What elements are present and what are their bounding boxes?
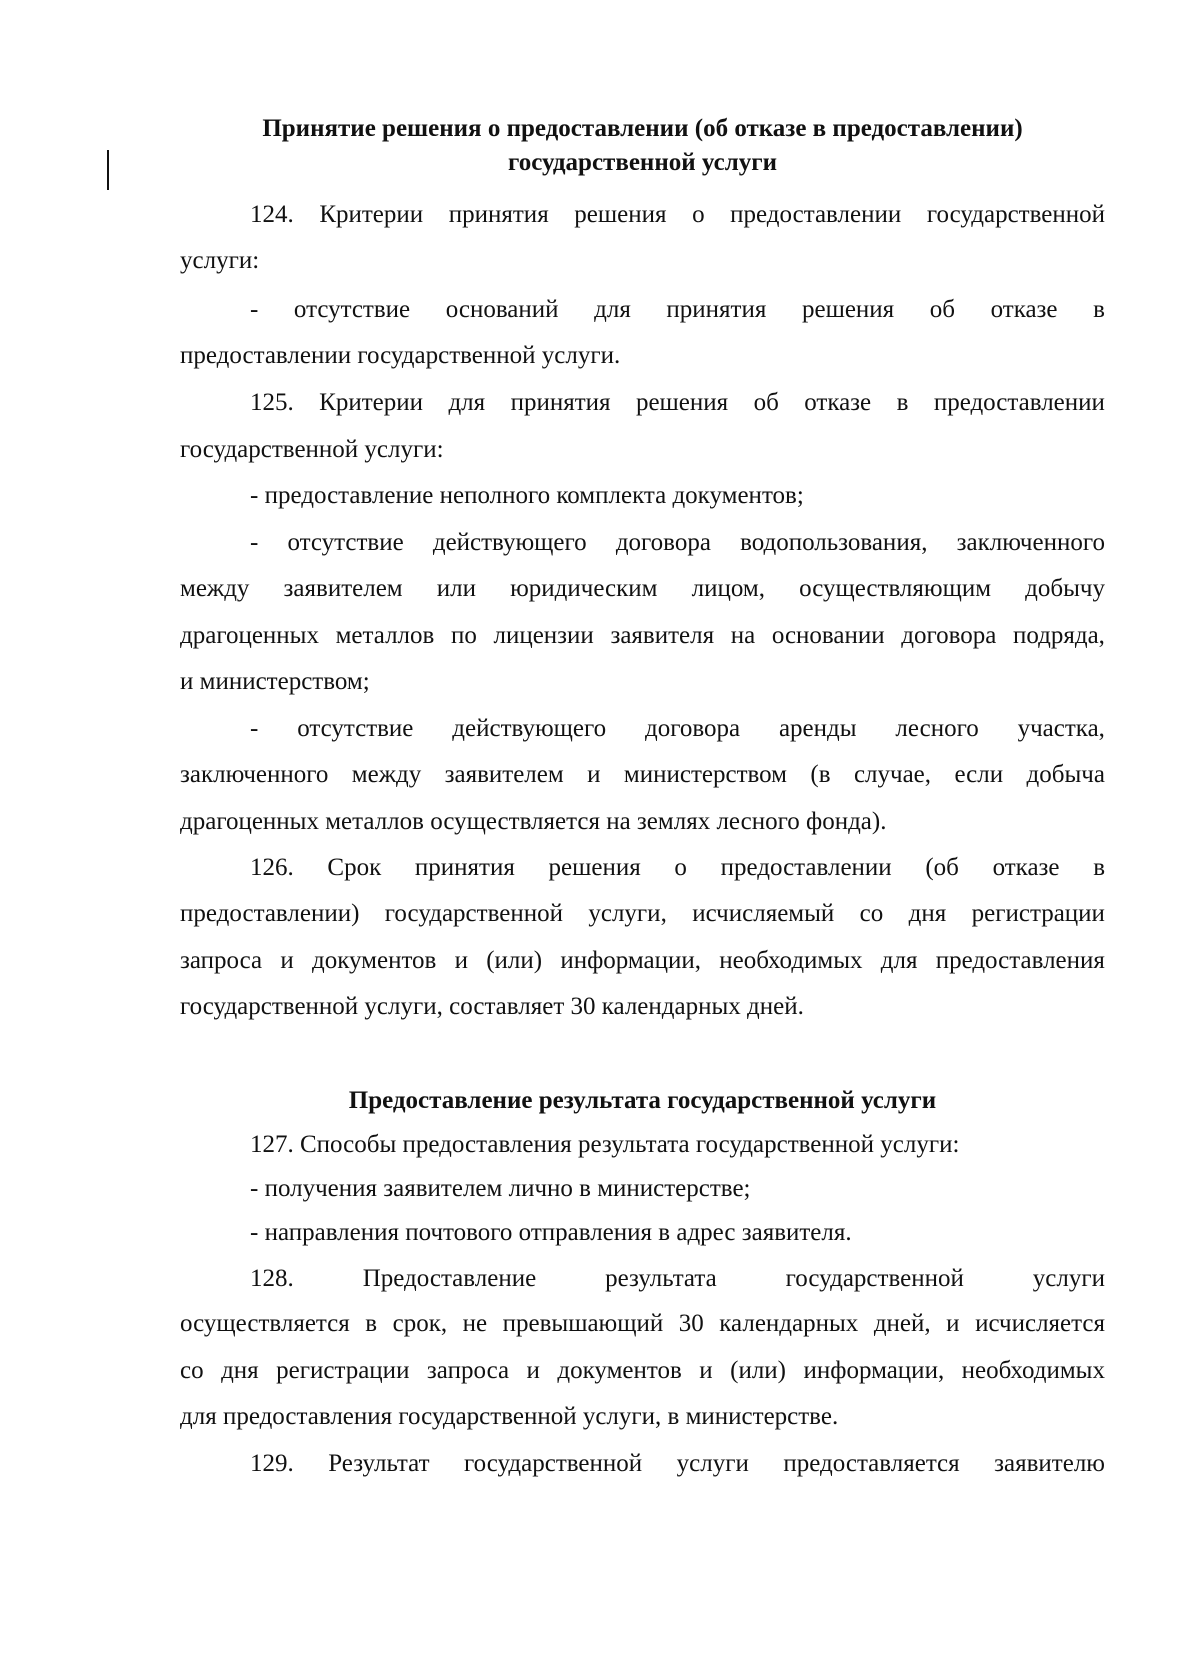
word: водопользования, xyxy=(740,529,928,556)
word: информации, xyxy=(560,947,702,974)
word: - xyxy=(250,715,259,742)
word: услуги xyxy=(676,1450,749,1477)
word: если xyxy=(954,761,1004,788)
word: (или) xyxy=(486,947,543,974)
word: исчисляется xyxy=(975,1310,1105,1337)
word: - xyxy=(250,296,259,323)
word: 129. xyxy=(250,1450,294,1477)
word: на xyxy=(730,622,756,649)
word: об xyxy=(929,296,955,323)
paragraph-124-line-1 xyxy=(250,198,1105,232)
word: в xyxy=(896,389,909,416)
section-heading-decision xyxy=(180,112,1105,180)
paragraph-128-line-2 xyxy=(180,1307,1105,1341)
word: осуществляющим xyxy=(799,575,992,602)
word: отказе xyxy=(990,296,1058,323)
word: для xyxy=(880,947,918,974)
word: Критерии xyxy=(319,389,424,416)
word: информации, xyxy=(803,1357,945,1384)
margin-mark xyxy=(107,150,109,190)
word: решения xyxy=(548,854,641,881)
word: в xyxy=(1093,296,1105,323)
word: и xyxy=(526,1357,540,1384)
list-item-125-3-line-1 xyxy=(250,712,1105,746)
paragraph-126-line-2 xyxy=(180,897,1105,931)
heading-line: государственной услуги xyxy=(507,149,778,176)
word: о xyxy=(674,854,687,881)
word: лицом, xyxy=(691,575,765,602)
word: предоставлении xyxy=(933,389,1105,416)
word: подряда, xyxy=(1012,622,1105,649)
word: заявителем xyxy=(444,761,564,788)
list-item-124-line-1 xyxy=(250,293,1105,327)
list-item-127-2: - направления почтового отправления в адрес заявителя. xyxy=(250,1219,852,1246)
paragraph-number: 124. xyxy=(250,201,294,228)
word: предоставлении xyxy=(720,854,892,881)
paragraph-128-line-4: для предоставления государственной услуги, в министерстве. xyxy=(180,1403,839,1430)
paragraph-126-line-4: государственной услуги, составляет 30 календарных дней. xyxy=(180,993,804,1020)
paragraph-125-line-1 xyxy=(250,386,1105,420)
paragraph-128-line-1 xyxy=(250,1262,1105,1296)
word: осуществляется xyxy=(180,1310,350,1337)
word: отсутствие xyxy=(287,529,404,556)
word: заключенного xyxy=(180,761,329,788)
word: министерством xyxy=(623,761,787,788)
list-item-125-3-line-3: драгоценных металлов осуществляется на землях лесного фонда). xyxy=(180,808,887,835)
word: необходимых xyxy=(961,1357,1105,1384)
word: между xyxy=(351,761,422,788)
word: о xyxy=(692,201,705,228)
word: (или) xyxy=(730,1357,787,1384)
word: Результат xyxy=(328,1450,430,1477)
word: и xyxy=(587,761,601,788)
word: результата xyxy=(605,1265,717,1292)
word: превышающий xyxy=(502,1310,664,1337)
word: исчисляемый xyxy=(692,900,835,927)
word: со xyxy=(180,1357,204,1384)
word: предоставлении xyxy=(730,201,902,228)
list-item-125-1: - предоставление неполного комплекта документов; xyxy=(250,482,804,509)
word: предоставления xyxy=(935,947,1105,974)
word: не xyxy=(462,1310,488,1337)
word: заявителя xyxy=(610,622,715,649)
word: отказе xyxy=(992,854,1060,881)
word: об xyxy=(753,389,779,416)
word: регистрации xyxy=(276,1357,410,1384)
word: принятия xyxy=(414,854,515,881)
paragraph-number: 125. xyxy=(250,389,294,416)
word: принятия xyxy=(448,201,549,228)
paragraph-126-line-1 xyxy=(250,851,1105,885)
word: в xyxy=(1093,854,1105,881)
word: по xyxy=(450,622,477,649)
list-item-125-2-line-1 xyxy=(250,526,1105,560)
word: металлов xyxy=(335,622,435,649)
paragraph-128-line-3 xyxy=(180,1354,1105,1388)
word: решения xyxy=(574,201,667,228)
word: драгоценных xyxy=(180,622,319,649)
list-item-127-1: - получения заявителем лично в министерстве; xyxy=(250,1175,751,1202)
word: договора xyxy=(615,529,711,556)
word: государственной xyxy=(384,900,563,927)
word: для xyxy=(594,296,631,323)
word: (об xyxy=(925,854,959,881)
word: действующего xyxy=(452,715,607,742)
word: документов xyxy=(557,1357,682,1384)
word: услуги, xyxy=(588,900,667,927)
word: принятия xyxy=(666,296,767,323)
word: решения xyxy=(635,389,729,416)
word: запроса xyxy=(180,947,263,974)
paragraph-126-line-3 xyxy=(180,944,1105,978)
paragraph-129-line-1 xyxy=(250,1447,1105,1481)
word: заявителю xyxy=(994,1450,1105,1477)
word: юридическим xyxy=(510,575,658,602)
word: договора xyxy=(901,622,997,649)
word: услуги xyxy=(1032,1265,1105,1292)
word: дней, xyxy=(873,1310,931,1337)
word: государственной xyxy=(463,1450,643,1477)
word: Предоставление xyxy=(362,1265,537,1292)
word: принятия xyxy=(510,389,611,416)
word: государственной xyxy=(926,201,1105,228)
word: 126. xyxy=(250,854,294,881)
word: лесного xyxy=(895,715,979,742)
word: добычу xyxy=(1025,575,1105,602)
word: отказе xyxy=(804,389,872,416)
word: для xyxy=(448,389,486,416)
word: регистрации xyxy=(971,900,1105,927)
word: Срок xyxy=(327,854,382,881)
word: основании xyxy=(771,622,885,649)
word: и xyxy=(699,1357,713,1384)
word: срок, xyxy=(392,1310,448,1337)
word: календарных xyxy=(719,1310,859,1337)
word: со xyxy=(859,900,884,927)
word: отсутствие xyxy=(293,296,411,323)
word: отсутствие xyxy=(297,715,414,742)
word: оснований xyxy=(445,296,559,323)
word: между xyxy=(180,575,250,602)
list-item-125-2-line-2 xyxy=(180,572,1105,606)
word: дня xyxy=(221,1357,259,1384)
heading-line: Принятие решения о предоставлении (об отказе в предоставлении) xyxy=(262,115,1023,142)
word: аренды xyxy=(778,715,857,742)
word: и xyxy=(454,947,468,974)
section-heading-result: Предоставление результата государственной услуги xyxy=(348,1087,937,1114)
word: или xyxy=(436,575,476,602)
word: государственной xyxy=(785,1265,964,1292)
word: 30 xyxy=(678,1310,704,1337)
word: 128. xyxy=(250,1265,294,1292)
word: Критерии xyxy=(319,201,424,228)
word: решения xyxy=(801,296,895,323)
list-item-124-line-2: предоставлении государственной услуги. xyxy=(180,342,621,369)
word: в xyxy=(365,1310,378,1337)
paragraph-124-line-2: услуги: xyxy=(180,247,260,274)
word: запроса xyxy=(426,1357,510,1384)
word: договора xyxy=(644,715,741,742)
word: участка, xyxy=(1017,715,1105,742)
word: и xyxy=(946,1310,960,1337)
word: документов xyxy=(311,947,437,974)
word: действующего xyxy=(432,529,587,556)
word: (в xyxy=(810,761,831,788)
word: дня xyxy=(908,900,947,927)
word: необходимых xyxy=(719,947,863,974)
list-item-125-2-line-4: и министерством; xyxy=(180,668,370,695)
word: предоставляется xyxy=(783,1450,960,1477)
word: случае, xyxy=(853,761,932,788)
paragraph-127: 127. Способы предоставления результата государственной услуги: xyxy=(250,1131,960,1158)
word: - xyxy=(250,529,259,556)
list-item-125-3-line-2 xyxy=(180,758,1105,792)
word: лицензии xyxy=(493,622,594,649)
word: и xyxy=(280,947,294,974)
list-item-125-2-line-3 xyxy=(180,619,1105,653)
word: заявителем xyxy=(283,575,403,602)
word: заключенного xyxy=(956,529,1105,556)
paragraph-125-line-2: государственной услуги: xyxy=(180,436,444,463)
word: предоставлении) xyxy=(180,900,360,927)
word: добыча xyxy=(1026,761,1105,788)
